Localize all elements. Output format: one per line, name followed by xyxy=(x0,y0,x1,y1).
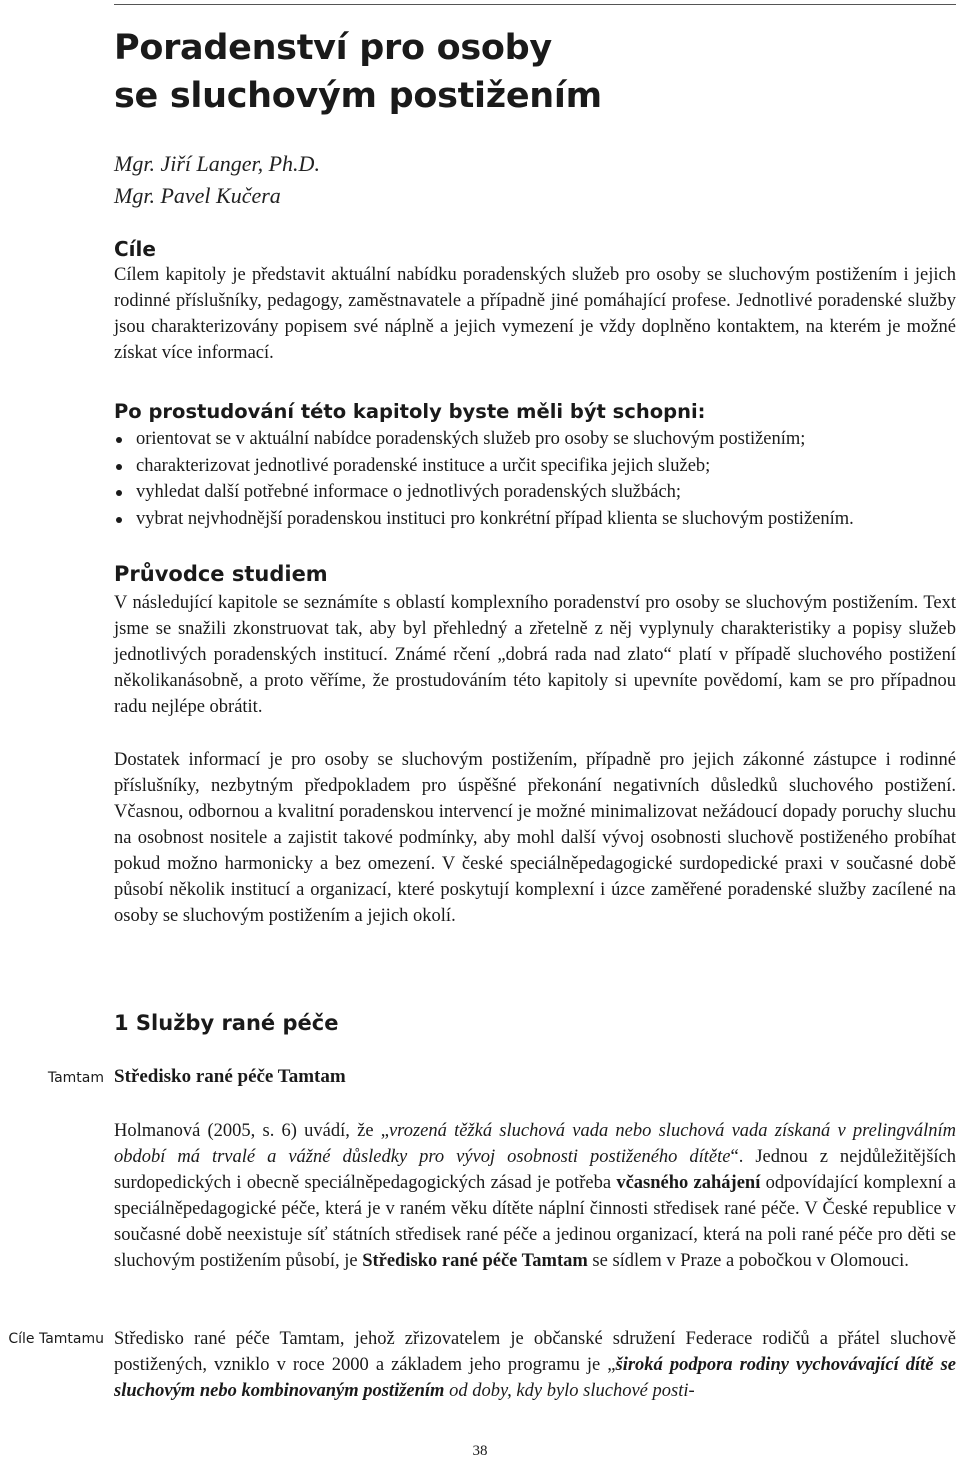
list-item xyxy=(114,479,956,506)
margin-note-tamtam: Tamtam xyxy=(47,1070,104,1086)
emphasis-bold: včasného zahájení xyxy=(616,1173,761,1193)
objectives-list xyxy=(114,426,956,532)
header-rule xyxy=(114,4,956,5)
goals-heading: Cíle xyxy=(114,237,156,261)
section-paragraph-1 xyxy=(114,1118,956,1274)
objectives-heading: Po prostudování této kapitoly byste měli být schopni: xyxy=(114,400,706,423)
bullet-icon xyxy=(116,437,122,443)
text-run: se sídlem v Praze a pobočkou v Olomouci. xyxy=(587,1251,909,1271)
goals-paragraph: Cílem kapitoly je představit aktuální nabídku poradenských služeb pro osoby se sluchovým postižením i jejich rodinné příslušníky, pedagogy, zaměstnavatele a případně jiné pomáhající profese. Jednotlivé poradenské služby jsou charakterizovány popisem své náplně a jejich vymezení je vždy doplněno kontaktem, na kterém je možné získat více informací. xyxy=(114,265,956,363)
emphasis-bold: Středisko rané péče Tamtam xyxy=(362,1251,588,1271)
section-paragraph-2 xyxy=(114,1326,956,1404)
text-run-italic: od doby, kdy bylo sluchové posti- xyxy=(444,1381,695,1401)
study-guide-heading: Průvodce studiem xyxy=(114,562,328,586)
list-item-text: vybrat nejvhodnější poradenskou instituci pro konkrétní případ klienta se sluchovým postižením. xyxy=(136,508,854,529)
text-run: Středisko rané péče Tamtam, jehož zřizovatelem je občanské sdružení Federace rodičů a přátel sluchově postižených, vzniklo v roce 2000 a základem jeho programu je „ xyxy=(114,1329,956,1375)
list-item-text: vyhledat další potřebné informace o jednotlivých poradenských službách; xyxy=(136,482,682,502)
authors xyxy=(114,148,320,212)
emphasis-bold-italic: široká podpora rodiny vychovávající dítě se sluchovým nebo kombinovaným postižením xyxy=(114,1355,956,1401)
bullet-icon xyxy=(116,490,122,496)
page-number: 38 xyxy=(472,1443,488,1459)
author-1: Mgr. Jiří Langer, Ph.D. xyxy=(114,151,320,176)
list-item xyxy=(114,426,956,453)
quote-italic: vrozená těžká sluchová vada nebo sluchová vada získaná v prelingválním období má trvalé a vážné důsledky pro vývoj osobnosti postiženého dítěte xyxy=(114,1121,956,1167)
list-item-text: charakterizovat jednotlivé poradenské instituce a určit specifika jejich služeb; xyxy=(136,455,711,476)
list-item-text: orientovat se v aktuální nabídce poradenských služeb pro osoby se sluchovým postižením; xyxy=(136,429,806,449)
page-title xyxy=(114,24,956,120)
subsection-heading: Středisko rané péče Tamtam xyxy=(114,1066,346,1087)
text-run: “. Jednou z nejdůležitějších surdopedických i obecně speciálněpedagogických zásad je potřeba xyxy=(114,1147,957,1193)
bullet-icon xyxy=(116,464,122,470)
section-heading: 1 Služby rané péče xyxy=(114,1011,339,1035)
text-run: odpovídající komplexní a speciálněpedagogické péče, která je v raném věku dítěte náplní činnosti středisek rané péče. V České republice v současné době neexistuje síť státních středisek rané péče a jedinou organizací, která na poli rané péče pro děti se sluchovým postižením působí, je xyxy=(114,1173,956,1271)
title-line-1: Poradenství pro osoby xyxy=(114,28,552,68)
list-item xyxy=(114,453,956,480)
author-2: Mgr. Pavel Kučera xyxy=(114,183,281,208)
bullet-icon xyxy=(116,517,122,523)
study-guide-paragraph-2: Dostatek informací je pro osoby se sluchovým postižením, případně pro jejich zákonné zástupce i rodinné příslušníky, nezbytným předpokladem pro úspěšné překonání negativních důsledků sluchového postižení. Včasnou, odbornou a kvalitní poradenskou intervencí je možné minimalizovat nežádoucí dopady poruchy sluchu na osobnost nositele a zajistit takové podmínky, aby mohl další vývoj osobnosti sluchově postiženého probíhat pokud možno harmonicky a bez omezení. V české speciálněpedagogické surdopedické praxi v současné době působí několik institucí a organizací, které poskytují komplexní i úzce zaměřené poradenské služby zacílené na osoby se sluchovým postižením a jejich okolí. xyxy=(114,750,956,926)
title-line-2: se sluchovým postižením xyxy=(114,76,602,116)
study-guide-paragraph-1: V následující kapitole se seznámíte s oblastí komplexního poradenství pro osoby se sluchovým postižením. Text jsme se snažili zkonstruovat tak, aby byl přehledný a zřetelně z něj vyplynuly charakteristiky a popisy služeb jednotlivých poradenských institucí. Známé rčení „dobrá rada nad zlato“ platí v případě sluchového postižení několikanásobně, a proto věříme, že prostudováním této kapitoly si upevníte povědomí, kam se pro případnou radu nejlépe obrátit. xyxy=(114,593,956,717)
margin-note-goals: Cíle Tamtamu xyxy=(8,1331,104,1347)
list-item xyxy=(114,506,956,533)
text-run: Holmanová (2005, s. 6) uvádí, že „ xyxy=(114,1121,389,1141)
